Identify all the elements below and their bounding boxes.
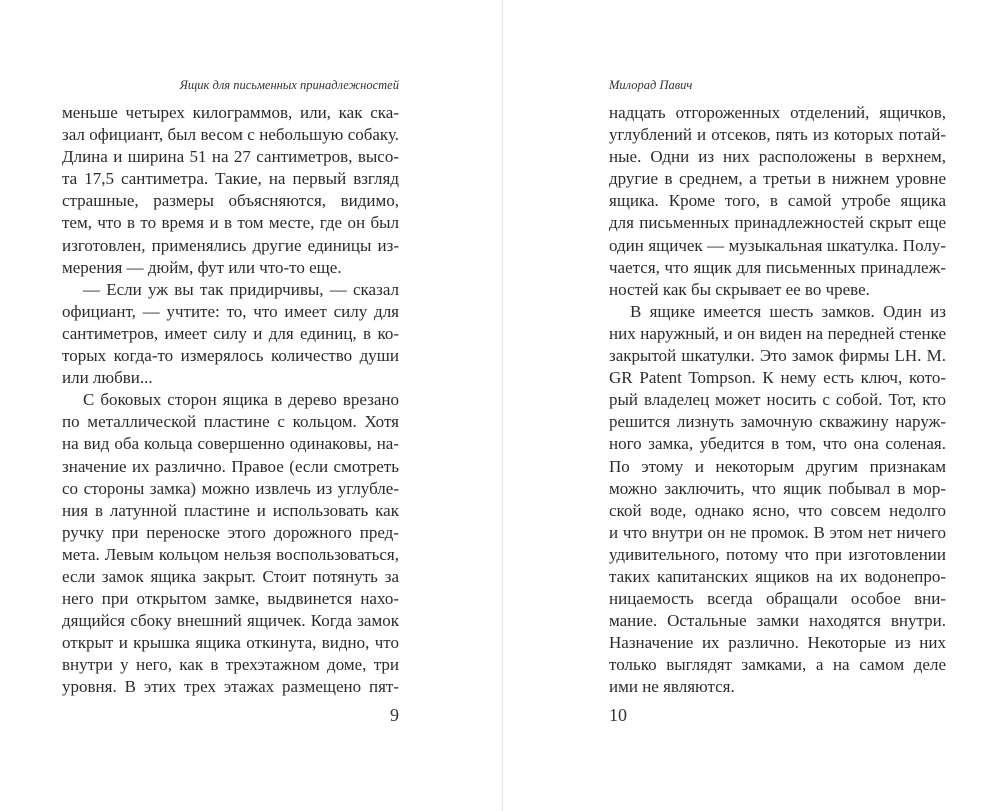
page-body [62,102,399,699]
left-page [62,0,399,811]
paragraph [62,279,399,389]
page-number: 9 [390,705,399,725]
text-line: углублений и отсеков, пять из которых потай- [609,125,946,145]
text-line: по металлической пластине с кольцом. Хотя [62,412,399,432]
text-line: зал официант, был весом с небольшую собаку. [62,125,399,145]
text-line: другие в среднем, а третьи в нижнем уровне [609,169,946,189]
text-line: изготовлен, применялись другие единицы из- [62,235,399,255]
text-line: мерения — дюйм, фут или что-то еще. [62,257,342,277]
text-line: ностей как бы скрывает ее во чреве. [609,279,870,299]
text-line: удивительного, потому что при изготовлении [609,544,946,564]
text-line: уровня. В этих трех этажах размещено пят- [62,677,399,697]
text-line: со стороны замка) можно извлечь из углубле- [62,478,399,498]
text-line: закрытой шкатулки. Это замок фирмы LH. M. [609,346,946,366]
text-line: внутри у него, как в трехэтажном доме, три [62,655,399,675]
text-line: чается, что ящик для письменных принадлеж- [609,257,946,277]
text-line: открыт и крышка ящика откинута, видно, что [62,633,399,653]
text-line: — Если уж вы так придирчивы, — сказал [83,279,399,299]
text-line: или любви... [62,368,153,388]
text-line: решится лизнуть замочную скважину наруж- [609,412,946,432]
text-line: тем, что в то время и в том месте, где он был [62,213,399,233]
text-line: страшные, размеры объясняются, видимо, [62,191,399,211]
text-line: ного замка, убедится в том, что она соленая. [609,434,946,454]
text-line: можно заключить, что ящик побывал в мор- [609,478,946,498]
right-page [609,0,946,811]
text-line: один ящичек — музыкальная шкатулка. Полу- [609,235,946,255]
text-line: GR Patent Tompson. К нему есть ключ, кото- [609,368,946,388]
text-line: ручку при переноске этого дорожного пред- [62,522,399,542]
text-line: мета. Левым кольцом нельзя воспользоваться, [62,544,399,564]
page-number: 10 [609,705,627,725]
page-body [609,102,946,699]
running-header: Ящик для письменных принадлежностей [179,78,399,92]
text-line: По этому и некоторым другим признакам [609,456,946,476]
paragraph [62,389,399,698]
text-line: С боковых сторон ящика в дерево врезано [83,390,399,410]
text-line: если замок ящика закрыт. Стоит потянуть за [62,566,399,586]
book-spine [502,0,503,811]
text-line: ской воде, однако ясно, что совсем недолго [609,500,946,520]
text-line: ные. Одни из них расположены в верхнем, [609,147,946,167]
text-line: для письменных принадлежностей скрыт еще [609,213,946,233]
text-line: рый владелец может носить с собой. Тот, кто [609,390,946,410]
text-line: та 17,5 сантиметра. Такие, на первый взгляд [62,169,399,189]
text-line: дящийся сбоку внешний ящичек. Когда замок [62,611,399,631]
text-line: мание. Остальные замки находятся внутри. [609,611,946,631]
text-line: него при открытом замке, выдвинется нахо- [62,589,399,609]
text-line: Назначение их различно. Некоторые из них [609,633,946,653]
text-line: только выглядят замками, а на самом деле [609,655,946,675]
text-line: и что внутри он не промок. В этом нет ничего [609,522,946,542]
text-line: торых когда-то измерялось количество души [62,346,399,366]
text-line: ницаемость всегда обращали особое вни- [609,589,946,609]
text-line: ими не являются. [609,677,735,697]
text-line: Длина и ширина 51 на 27 сантиметров, высо- [62,147,399,167]
text-line: официант, — учтите: то, что имеет силу для [62,301,399,321]
paragraph [609,102,946,301]
text-line: В ящике имеется шесть замков. Один из [630,301,946,321]
paragraph [62,102,399,279]
text-line: сантиметров, имеет силу и для единиц, в ко- [62,323,399,343]
paragraph [609,301,946,699]
text-line: на вид оба кольца совершенно одинаковы, на- [62,434,399,454]
text-line: меньше четырех килограммов, или, как ска- [62,103,399,122]
text-line: ния в латунной пластине и использовать как [62,500,399,520]
text-line: ящика. Кроме того, в самой утробе ящика [609,191,946,211]
text-line: них наружный, и он виден на передней стенке [609,323,946,343]
text-line: значение их различно. Правое (если смотреть [62,456,399,476]
text-line: надцать отгороженных отделений, ящичков, [609,103,946,122]
running-header: Милорад Павич [609,78,693,92]
text-line: таких капитанских ящиков на их водонепро- [609,566,946,586]
